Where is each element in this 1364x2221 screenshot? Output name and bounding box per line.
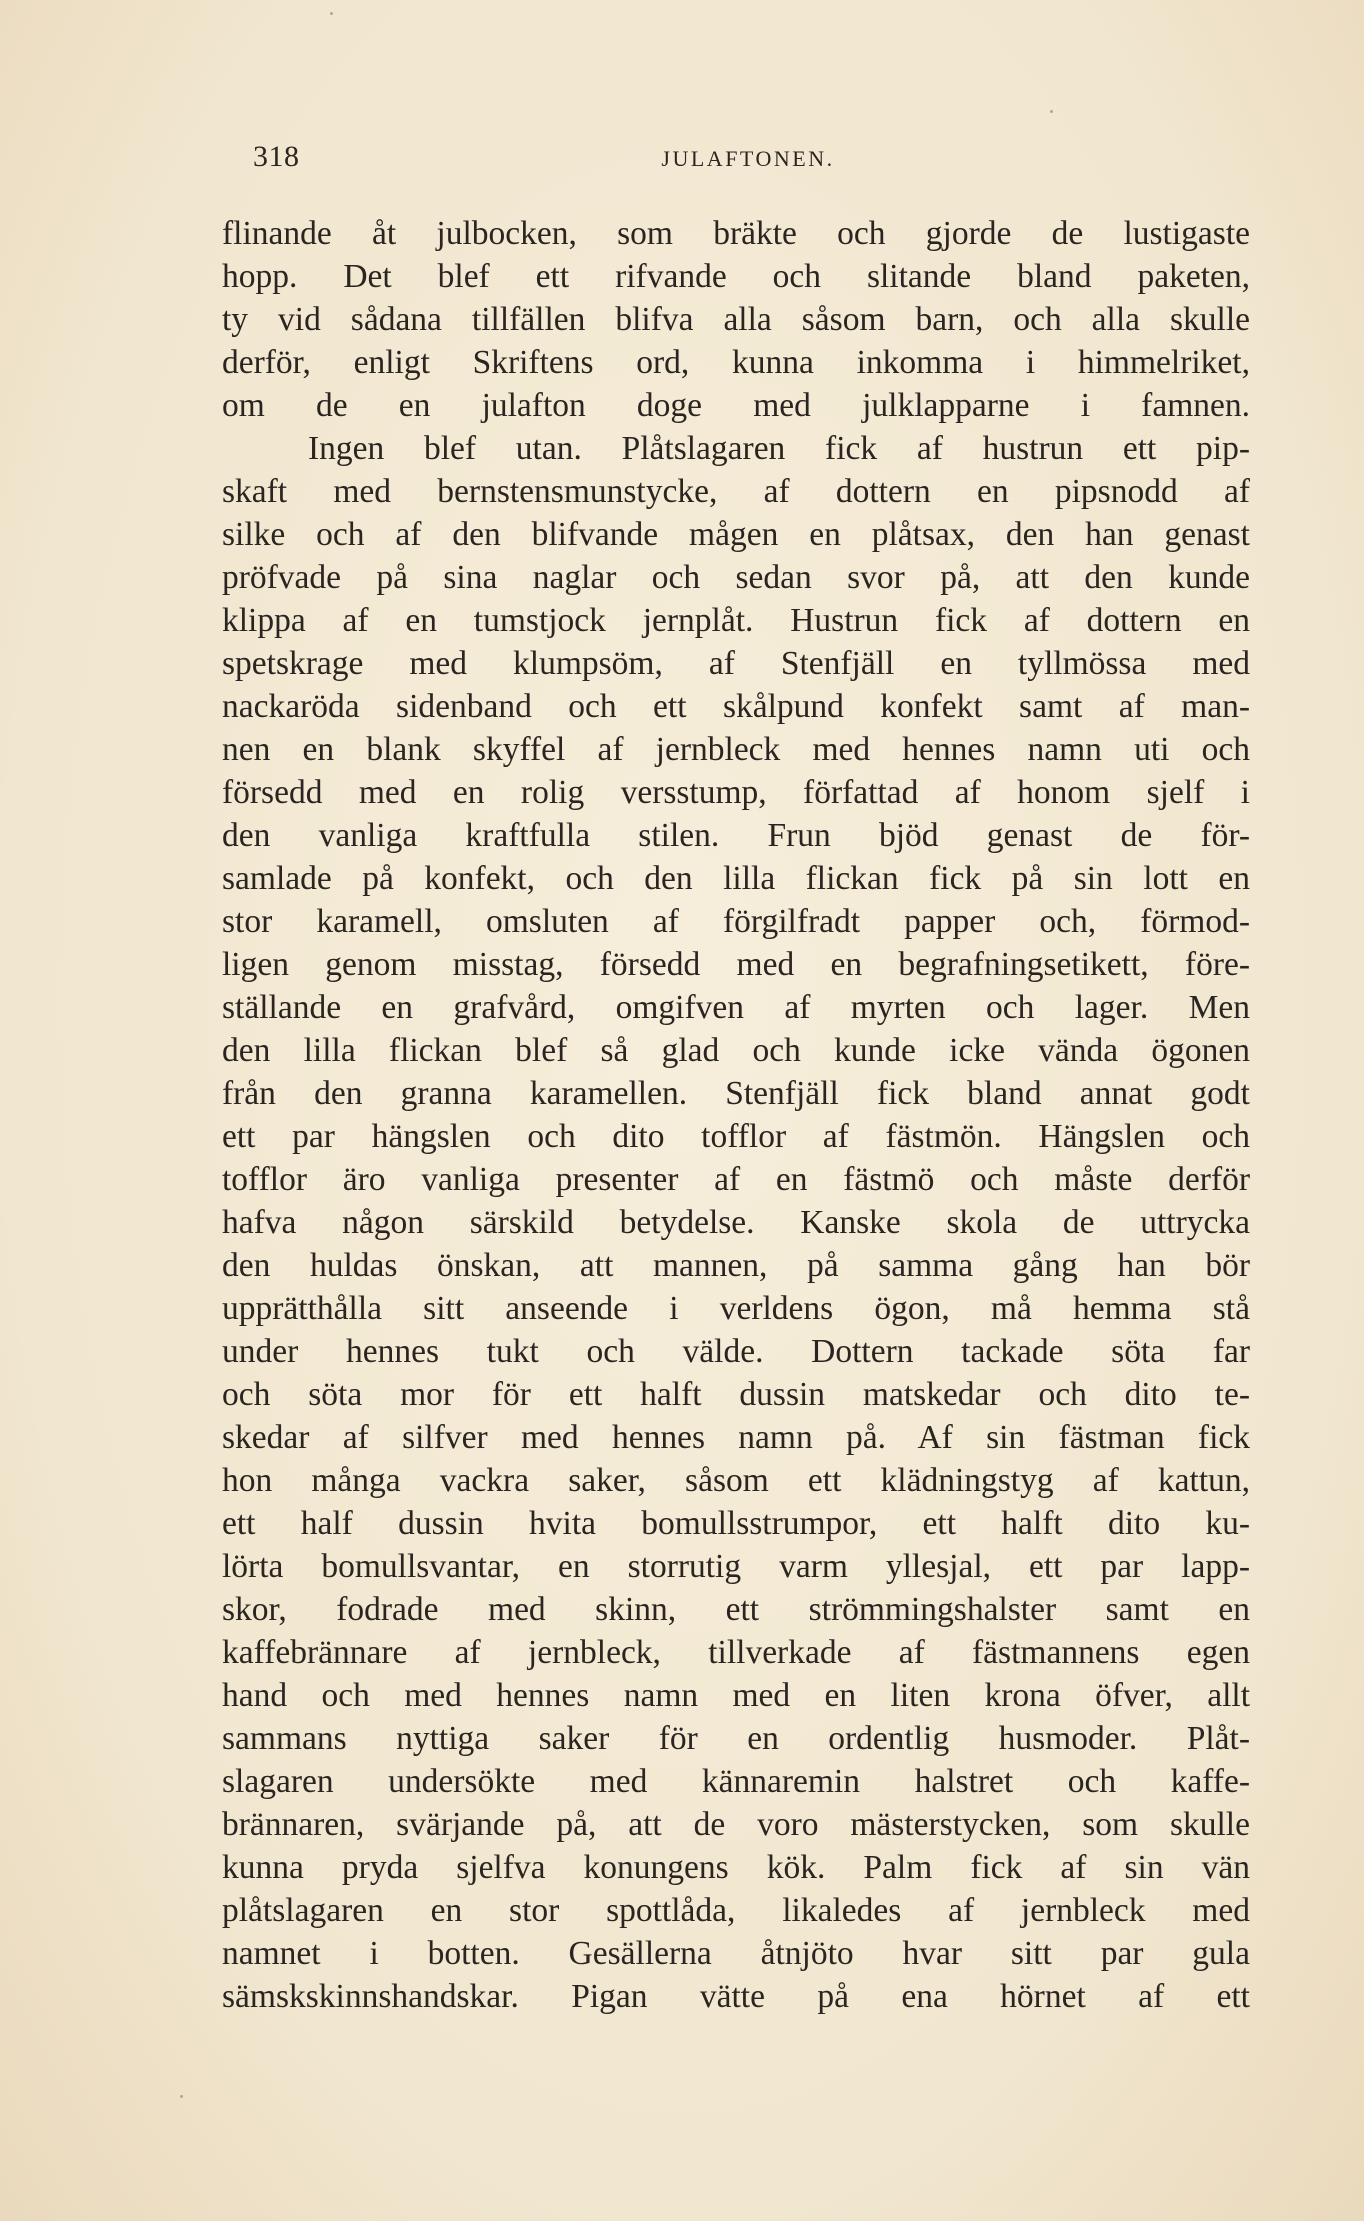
text-line: spetskrage med klumpsöm, af Stenfjäll en tyllmössa med [222,645,1250,682]
text-line: nen en blank skyffel af jernbleck med hennes namn uti och [222,731,1250,768]
text-line: hopp. Det blef ett rifvande och slitande bland paketen, [222,258,1250,295]
text-line: hand och med hennes namn med en liten krona öfver, allt [222,1677,1250,1714]
text-line: ett par hängslen och dito tofflor af fästmön. Hängslen och [222,1118,1250,1155]
text-line: nackaröda sidenband och ett skålpund konfekt samt af man- [222,688,1250,725]
text-line: den lilla flickan blef så glad och kunde icke vända ögonen [222,1032,1250,1069]
text-line: samlade på konfekt, och den lilla flickan fick på sin lott en [222,860,1250,897]
text-line: stor karamell, omsluten af förgilfradt papper och, förmod- [222,903,1250,940]
text-line: tofflor äro vanliga presenter af en fästmö och måste derför [222,1161,1250,1198]
paper-speck [180,2095,183,2098]
text-line: upprätthålla sitt anseende i verldens ögon, må hemma stå [222,1290,1250,1327]
text-line: hafva någon särskild betydelse. Kanske skola de uttrycka [222,1204,1250,1241]
text-line: lörta bomullsvantar, en storrutig varm yllesjal, ett par lapp- [222,1548,1250,1585]
text-line: brännaren, svärjande på, att de voro mästerstycken, som skulle [222,1806,1250,1843]
text-line: skor, fodrade med skinn, ett strömmingshalster samt en [222,1591,1250,1628]
text-line: från den granna karamellen. Stenfjäll fick bland annat godt [222,1075,1250,1112]
text-line: silke och af den blifvande mågen en plåtsax, den han genast [222,516,1250,553]
text-line: klippa af en tumstjock jernplåt. Hustrun fick af dottern en [222,602,1250,639]
text-line: den vanliga kraftfulla stilen. Frun bjöd genast de för- [222,817,1250,854]
text-line: ligen genom misstag, försedd med en begrafningsetikett, före- [222,946,1250,983]
text-line: plåtslagaren en stor spottlåda, likaledes af jernbleck med [222,1892,1250,1929]
text-line: ty vid sådana tillfällen blifva alla såsom barn, och alla skulle [222,301,1250,338]
text-line: hon många vackra saker, såsom ett klädningstyg af kattun, [222,1462,1250,1499]
text-line: sammans nyttiga saker för en ordentlig husmoder. Plåt- [222,1720,1250,1757]
paper-speck [330,12,333,15]
text-line: den huldas önskan, att mannen, på samma gång han bör [222,1247,1250,1284]
text-line: Ingen blef utan. Plåtslagaren fick af hustrun ett pip- [308,430,1250,467]
text-line: skedar af silfver med hennes namn på. Af sin fästman fick [222,1419,1250,1456]
text-line: ställande en grafvård, omgifven af myrten och lager. Men [222,989,1250,1026]
text-line: och söta mor för ett halft dussin matskedar och dito te- [222,1376,1250,1413]
text-line: derför, enligt Skriftens ord, kunna inkomma i himmelriket, [222,344,1250,381]
text-line: ett half dussin hvita bomullsstrumpor, ett halft dito ku- [222,1505,1250,1542]
paper-speck [1050,110,1053,113]
body-text [222,212,1250,2018]
text-line: kunna pryda sjelfva konungens kök. Palm fick af sin vän [222,1849,1250,1886]
page-header [253,140,1243,180]
running-title: JULAFTONEN. [661,146,835,171]
text-line: flinande åt julbocken, som bräkte och gjorde de lustigaste [222,215,1250,252]
text-line: kaffebrännare af jernbleck, tillverkade af fästmannens egen [222,1634,1250,1671]
text-line: om de en julafton doge med julklapparne i famnen. [222,387,1250,424]
text-line: försedd med en rolig versstump, författad af honom sjelf i [222,774,1250,811]
text-line: under hennes tukt och välde. Dottern tackade söta far [222,1333,1250,1370]
page-number: 318 [253,140,300,173]
text-line: pröfvade på sina naglar och sedan svor på, att den kunde [222,559,1250,596]
text-line: skaft med bernstensmunstycke, af dottern en pipsnodd af [222,473,1250,510]
text-line: slagaren undersökte med kännaremin halstret och kaffe- [222,1763,1250,1800]
text-line: sämskskinnshandskar. Pigan vätte på ena hörnet af ett [222,1978,1250,2015]
text-line: namnet i botten. Gesällerna åtnjöto hvar sitt par gula [222,1935,1250,1972]
